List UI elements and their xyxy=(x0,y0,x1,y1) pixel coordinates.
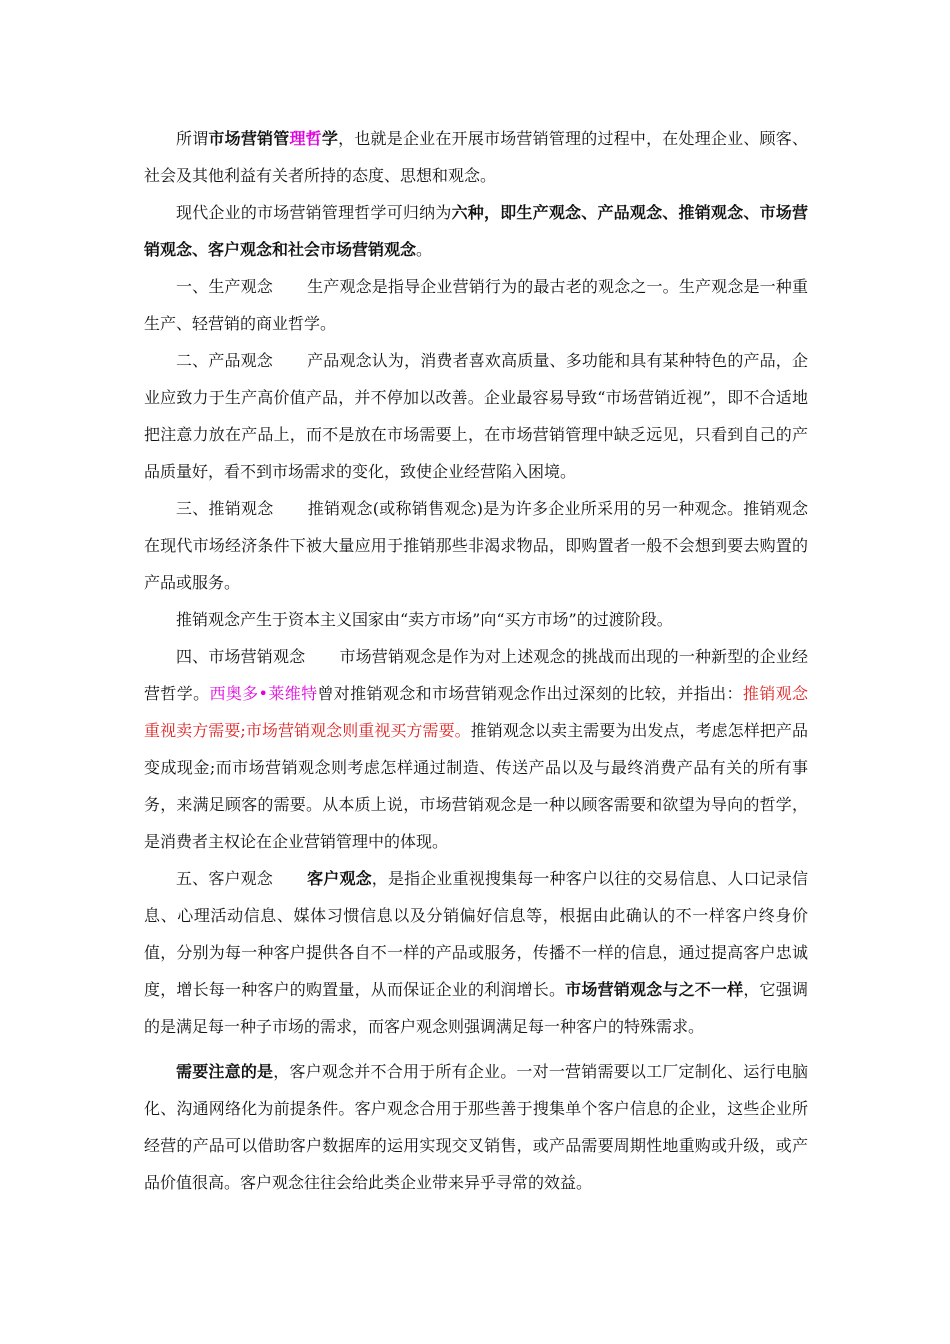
magenta-name: 西奥多•莱维特 xyxy=(209,684,318,703)
text-run: 推销观念(或称销售观念)是为许多企业所采用的另一种观念。推销观念在现代市场经济条件下被大量应用于推销那些非渴求物品，即购置者一般不会想到要去购置的产品或服务。 xyxy=(144,499,808,592)
paragraph-selling-concept xyxy=(144,490,808,601)
magenta-term: 理哲 xyxy=(289,129,322,148)
text-run: 。 xyxy=(416,240,433,259)
paragraph-production-concept xyxy=(144,268,808,342)
paragraph-note xyxy=(144,1053,808,1201)
text-run: ，是指企业重视搜集每一种客户以往的交易信息、人口记录信息、心理活动信息、媒体习惯信息以及分销偏好信息等，根据由此确认的不一样客户终身价值，分别为每一种客户提供各自不一样的产品或服务，传播不一样的信息，通过提高客户忠诚度，增长每一种客户的购置量，从而保证企业的利润增长。 xyxy=(144,869,808,999)
section-label: 三、推销观念 xyxy=(176,499,274,518)
paragraph-selling-origin xyxy=(144,601,808,638)
document-body xyxy=(144,120,808,1201)
section-label: 一、生产观念 xyxy=(176,277,273,296)
text-run: 生产观念是指导企业营销行为的最古老的观念之一。生产观念是一种重生产、轻营销的商业哲学。 xyxy=(144,277,808,333)
section-label: 二、产品观念 xyxy=(176,351,273,370)
bold-concept-list: 六种，即生产观念、产品观念、推销观念、市场营销观念、客户观念和社会市场营销观念 xyxy=(144,203,808,259)
bold-term: 市场营销观念与之不一样 xyxy=(565,980,744,999)
paragraph-product-concept xyxy=(144,342,808,490)
bold-term: 客户观念 xyxy=(306,869,372,888)
text-run: 市场营销观念是作为对上述观念的挑战而出现的一种新型的企业经营哲学。 xyxy=(144,647,808,703)
red-quote: 推销观念重视卖方需要;市场营销观念则重视买方需要。 xyxy=(144,684,808,740)
text-run: 推销观念产生于资本主义国家由“卖方市场”向“买方市场”的过渡阶段。 xyxy=(176,610,673,629)
paragraph-six-concepts xyxy=(144,194,808,268)
section-label: 五、客户观念 xyxy=(176,869,273,888)
text-run: 现代企业的市场营销管理哲学可归纳为 xyxy=(176,203,452,222)
text-run: 曾对推销观念和市场营销观念作出过深刻的比较，并指出： xyxy=(317,684,743,703)
text-run: 推销观念以卖主需要为出发点，考虑怎样把产品变成现金;而市场营销观念则考虑怎样通过制造、传送产品以及与最终消费产品有关的所有事务，来满足顾客的需要。从本质上说，市场营销观念是一种以顾客需要和欲望为导向的哲学，是消费者主权论在企业营销管理中的体现。 xyxy=(144,721,808,851)
bold-term: 需要注意的是 xyxy=(176,1062,274,1081)
text-run: 所谓 xyxy=(176,129,209,148)
text-run: ，它强调的是满足每一种子市场的需求，而客户观念则强调满足每一种客户的特殊需求。 xyxy=(144,980,808,1036)
paragraph-definition xyxy=(144,120,808,194)
paragraph-customer-concept xyxy=(144,860,808,1045)
text-run: ，客户观念并不合用于所有企业。一对一营销需要以工厂定制化、运行电脑化、沟通网络化为前提条件。客户观念合用于那些善于搜集单个客户信息的企业，这些企业所经营的产品可以借助客户数据库的运用实现交叉销售，或产品需要周期性地重购或升级，或产品价值很高。客户观念往往会给此类企业带来异乎寻常的效益。 xyxy=(144,1062,808,1192)
paragraph-marketing-concept xyxy=(144,638,808,860)
section-label: 四、市场营销观念 xyxy=(176,647,306,666)
text-run: ，也就是企业在开展市场营销管理的过程中，在处理企业、顾客、社会及其他利益有关者所持的态度、思想和观念。 xyxy=(144,129,808,185)
bold-term-end: 学 xyxy=(321,129,339,148)
bold-term: 市场营销管 xyxy=(208,129,290,148)
text-run: 产品观念认为，消费者喜欢高质量、多功能和具有某种特色的产品，企业应致力于生产高价值产品，并不停加以改善。企业最容易导致“市场营销近视”，即不合适地把注意力放在产品上，而不是放在市场需要上，在市场营销管理中缺乏远见，只看到自己的产品质量好，看不到市场需求的变化，致使企业经营陷入困境。 xyxy=(144,351,808,481)
